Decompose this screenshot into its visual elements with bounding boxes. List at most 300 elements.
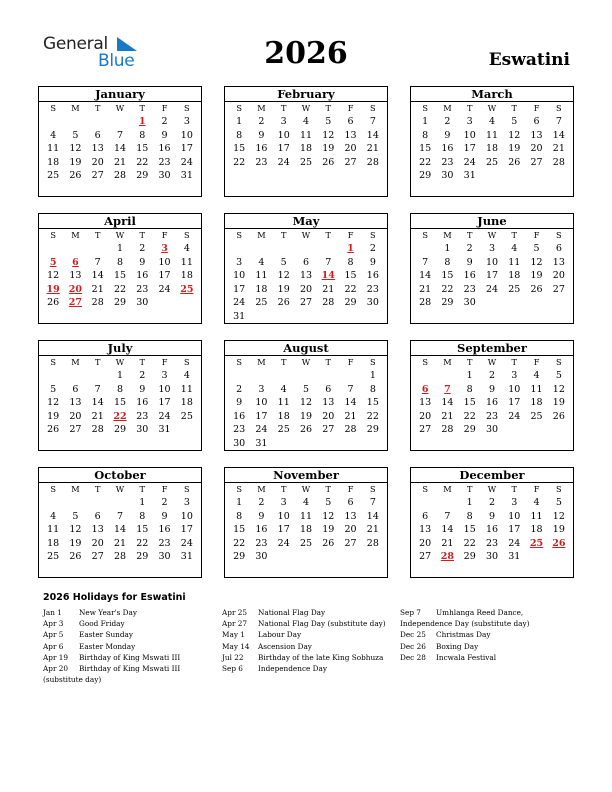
day-cell: 22	[136, 156, 149, 168]
day-cell: 20	[299, 283, 313, 295]
day-cell: 2	[258, 116, 265, 127]
day-cell: 9	[139, 383, 146, 395]
holiday-item	[222, 629, 397, 640]
holiday-name: Birthday of King Mswati III	[79, 652, 181, 662]
day-cell: 16	[463, 270, 476, 282]
weekday-header: W	[115, 357, 125, 367]
empty-cell	[295, 369, 317, 383]
weekday-header: M	[443, 103, 452, 113]
weekday-header: W	[487, 357, 497, 367]
day-cell: 18	[485, 143, 499, 155]
day-cell: 20	[344, 143, 357, 155]
weekday-header: M	[71, 230, 80, 240]
holiday-date: 1	[138, 116, 146, 127]
day-cell: 12	[530, 256, 543, 268]
day-cell: 14	[552, 129, 565, 141]
weekday-header: S	[236, 484, 242, 494]
holiday-date-label: Jan 1	[43, 608, 62, 617]
day-cell: 11	[299, 129, 313, 141]
day-cell: 2	[139, 243, 146, 254]
day-cell: 8	[116, 383, 124, 395]
day-cell: 27	[344, 156, 357, 168]
day-cell: 10	[508, 383, 521, 395]
month-name: November	[225, 468, 387, 483]
empty-cell	[436, 369, 458, 383]
day-cell: 4	[258, 256, 265, 268]
day-cell: 19	[277, 283, 290, 295]
holiday-item	[400, 607, 575, 629]
day-cell: 12	[69, 524, 82, 536]
holiday-item	[400, 629, 575, 640]
day-cell: 11	[530, 383, 543, 395]
day-cell: 27	[419, 424, 432, 436]
day-cell: 16	[233, 410, 246, 422]
month-name: October	[39, 468, 201, 483]
day-cell: 6	[347, 497, 354, 508]
weekday-header: S	[184, 103, 190, 113]
day-cell: 8	[369, 383, 376, 395]
day-cell: 31	[233, 310, 246, 322]
day-cell: 9	[488, 383, 496, 395]
day-cell: 7	[94, 383, 101, 395]
day-cell: 23	[463, 283, 476, 295]
day-cell: 2	[139, 370, 146, 381]
holiday-item	[43, 641, 218, 652]
day-cell: 23	[485, 537, 499, 549]
day-cell: 18	[299, 524, 313, 536]
day-cell: 28	[344, 424, 357, 436]
day-cell: 29	[419, 170, 432, 182]
holiday-item	[400, 652, 575, 663]
holiday-name: Boxing Day	[436, 641, 479, 651]
day-cell: 1	[116, 370, 124, 381]
day-cell: 12	[322, 129, 335, 141]
day-cell: 13	[69, 270, 82, 282]
weekday-header: M	[257, 357, 266, 367]
day-cell: 5	[302, 383, 310, 395]
day-cell: 3	[183, 116, 190, 127]
day-cell: 17	[158, 397, 171, 409]
holiday-name: Birthday of the late King Sobhuza	[258, 652, 384, 662]
day-cell: 31	[508, 551, 521, 563]
empty-cell	[273, 242, 295, 256]
day-cell: 2	[161, 116, 168, 127]
weekday-header: T	[280, 357, 287, 367]
day-cell: 17	[277, 524, 290, 536]
day-cell: 1	[466, 370, 473, 381]
day-cell: 15	[344, 270, 357, 282]
empty-cell	[414, 369, 436, 383]
day-cell: 19	[552, 524, 565, 536]
month-name: January	[39, 87, 201, 102]
weekday-header: S	[370, 484, 376, 494]
holiday-date: 22	[113, 410, 127, 422]
day-cell: 23	[233, 424, 246, 436]
holiday-date: 20	[68, 283, 83, 295]
day-cell: 31	[180, 551, 193, 563]
day-cell: 3	[488, 243, 496, 254]
day-cell: 5	[72, 510, 79, 522]
weekday-header: W	[115, 484, 125, 494]
day-cell: 23	[485, 410, 499, 422]
day-cell: 8	[139, 129, 146, 141]
day-cell: 12	[322, 510, 335, 522]
day-cell: 25	[530, 410, 543, 422]
day-cell: 30	[366, 297, 379, 309]
day-cell: 2	[444, 116, 451, 127]
day-cell: 1	[139, 497, 146, 508]
day-cell: 12	[47, 270, 60, 282]
weekday-header: S	[184, 357, 190, 367]
day-cell: 2	[236, 383, 243, 395]
day-cell: 1	[466, 497, 473, 508]
empty-cell	[64, 242, 86, 256]
day-cell: 10	[180, 510, 193, 522]
day-cell: 4	[183, 370, 190, 381]
day-cell: 15	[463, 524, 476, 536]
day-cell: 29	[233, 551, 246, 563]
day-cell: 26	[47, 297, 60, 309]
day-cell: 8	[236, 510, 243, 522]
day-cell: 11	[255, 270, 268, 282]
day-cell: 9	[488, 510, 496, 522]
weekday-header: F	[533, 357, 540, 367]
month-march	[410, 86, 574, 197]
day-cell: 10	[508, 510, 521, 522]
weekday-header: S	[184, 230, 190, 240]
holiday-name: Ascension Day	[258, 641, 312, 651]
day-cell: 3	[236, 256, 243, 268]
weekday-header: S	[422, 484, 428, 494]
day-cell: 19	[322, 143, 335, 155]
weekday-header: F	[161, 484, 168, 494]
day-cell: 24	[508, 410, 521, 422]
holiday-name: Easter Sunday	[79, 630, 134, 640]
month-name: July	[39, 341, 201, 356]
day-cell: 17	[277, 143, 290, 155]
empty-cell	[436, 496, 458, 510]
day-cell: 14	[441, 524, 454, 536]
day-cell: 15	[463, 397, 476, 409]
month-days	[39, 102, 201, 183]
day-cell: 29	[441, 297, 454, 309]
holiday-name: National Flag Day (substitute day)	[258, 619, 386, 629]
day-cell: 24	[508, 537, 521, 549]
day-cell: 12	[47, 397, 60, 409]
weekday-header: S	[50, 103, 56, 113]
day-cell: 11	[180, 256, 193, 268]
weekday-header: F	[347, 230, 354, 240]
day-cell: 23	[255, 156, 268, 168]
empty-cell	[414, 242, 436, 256]
day-cell: 30	[233, 437, 246, 449]
holiday-item	[222, 652, 397, 663]
day-cell: 5	[555, 370, 562, 381]
holiday-name: National Flag Day	[258, 608, 326, 617]
day-cell: 18	[255, 283, 268, 295]
holiday-date: 6	[72, 256, 79, 268]
day-cell: 13	[91, 143, 104, 155]
day-cell: 10	[158, 256, 171, 268]
day-cell: 13	[322, 397, 335, 409]
day-cell: 4	[533, 497, 540, 508]
day-cell: 7	[369, 497, 376, 508]
holiday-date-label: May 14	[222, 641, 250, 651]
day-cell: 7	[347, 383, 354, 395]
day-cell: 4	[302, 497, 310, 508]
day-cell: 5	[555, 497, 562, 508]
day-cell: 17	[508, 397, 521, 409]
day-cell: 5	[511, 116, 518, 127]
day-cell: 21	[91, 410, 104, 422]
weekday-header: M	[257, 230, 266, 240]
day-cell: 3	[183, 497, 190, 508]
day-cell: 13	[419, 397, 432, 409]
day-cell: 28	[91, 297, 104, 309]
day-cell: 17	[180, 524, 193, 536]
weekday-header: W	[301, 357, 311, 367]
day-cell: 12	[277, 270, 290, 282]
holiday-date: 5	[49, 256, 57, 268]
holiday-column	[400, 607, 575, 663]
day-cell: 7	[116, 129, 124, 141]
day-cell: 14	[366, 129, 379, 141]
day-cell: 30	[136, 424, 149, 436]
day-cell: 18	[180, 270, 193, 282]
day-cell: 16	[441, 143, 454, 155]
day-cell: 19	[69, 156, 82, 168]
day-cell: 24	[255, 424, 268, 436]
weekday-header: M	[71, 357, 80, 367]
weekday-header: W	[487, 103, 497, 113]
weekday-header: S	[370, 357, 376, 367]
day-cell: 25	[277, 424, 290, 436]
month-days	[225, 483, 387, 564]
day-cell: 16	[255, 143, 268, 155]
day-cell: 9	[236, 397, 243, 409]
weekday-header: T	[280, 103, 287, 113]
day-cell: 26	[47, 424, 60, 436]
day-cell: 28	[552, 156, 565, 168]
logo-blue-text: Blue	[98, 51, 135, 71]
holiday-date-label: Dec 25	[400, 630, 426, 640]
day-cell: 23	[136, 410, 149, 422]
day-cell: 16	[136, 397, 149, 409]
holiday-name: Independence Day	[258, 664, 327, 674]
day-cell: 15	[113, 270, 127, 282]
day-cell: 16	[158, 524, 171, 536]
day-cell: 28	[113, 170, 127, 182]
day-cell: 14	[419, 270, 432, 282]
day-cell: 22	[233, 537, 246, 549]
day-cell: 29	[113, 297, 127, 309]
day-cell: 19	[299, 410, 313, 422]
empty-cell	[42, 242, 64, 256]
day-cell: 27	[322, 424, 335, 436]
weekday-header: T	[466, 484, 473, 494]
day-cell: 2	[161, 497, 168, 508]
day-cell: 18	[180, 397, 193, 409]
day-cell: 11	[277, 397, 290, 409]
holiday-item	[43, 663, 218, 685]
day-cell: 21	[113, 537, 127, 549]
holidays-title: 2026 Holidays for Eswatini	[43, 592, 186, 603]
month-october	[38, 467, 202, 578]
day-cell: 11	[530, 510, 543, 522]
day-cell: 25	[485, 156, 499, 168]
holiday-date: 7	[444, 383, 451, 395]
weekday-header: M	[71, 103, 80, 113]
holiday-date: 3	[161, 243, 168, 254]
day-cell: 3	[280, 497, 287, 508]
weekday-header: T	[139, 357, 146, 367]
day-cell: 11	[47, 143, 60, 155]
day-cell: 21	[113, 156, 127, 168]
weekday-header: T	[325, 230, 332, 240]
day-cell: 19	[530, 270, 543, 282]
day-cell: 26	[322, 537, 335, 549]
day-cell: 20	[69, 410, 82, 422]
day-cell: 26	[299, 424, 313, 436]
weekday-header: F	[347, 357, 354, 367]
month-days	[39, 483, 201, 564]
day-cell: 28	[113, 551, 127, 563]
holiday-date-label: Apr 25	[222, 608, 248, 617]
weekday-header: S	[50, 357, 56, 367]
weekday-header: S	[370, 230, 376, 240]
weekday-header: W	[301, 230, 311, 240]
day-cell: 30	[463, 297, 476, 309]
holiday-name: New Year's Day	[79, 608, 138, 617]
holiday-item	[43, 607, 218, 618]
empty-cell	[250, 242, 272, 256]
day-cell: 14	[91, 397, 104, 409]
day-cell: 22	[441, 283, 454, 295]
weekday-header: M	[443, 230, 452, 240]
day-cell: 6	[94, 129, 101, 141]
weekday-header: T	[511, 357, 518, 367]
day-cell: 28	[419, 297, 432, 309]
month-name: February	[225, 87, 387, 102]
day-cell: 13	[530, 129, 543, 141]
month-days	[411, 356, 573, 437]
day-cell: 20	[419, 410, 432, 422]
day-cell: 9	[258, 129, 265, 141]
day-cell: 6	[347, 116, 354, 127]
day-cell: 9	[139, 256, 146, 268]
day-cell: 6	[533, 116, 540, 127]
logo-general-text: General	[43, 34, 108, 54]
day-cell: 27	[552, 283, 565, 295]
day-cell: 21	[552, 143, 565, 155]
day-cell: 8	[236, 129, 243, 141]
day-cell: 4	[183, 243, 190, 254]
weekday-header: T	[466, 103, 473, 113]
day-cell: 17	[508, 524, 521, 536]
day-cell: 31	[463, 170, 476, 182]
day-cell: 29	[463, 551, 476, 563]
day-cell: 28	[441, 424, 454, 436]
day-cell: 15	[233, 143, 246, 155]
holiday-date: 1	[347, 243, 354, 254]
day-cell: 16	[255, 524, 268, 536]
weekday-header: W	[487, 484, 497, 494]
empty-cell	[42, 369, 64, 383]
day-cell: 12	[69, 143, 82, 155]
day-cell: 15	[113, 397, 127, 409]
day-cell: 2	[258, 497, 265, 508]
empty-cell	[228, 369, 250, 383]
weekday-header: S	[370, 103, 376, 113]
holiday-date-label: Dec 26	[400, 641, 426, 651]
weekday-header: T	[466, 230, 473, 240]
day-cell: 22	[419, 156, 432, 168]
day-cell: 18	[277, 410, 290, 422]
day-cell: 23	[158, 537, 171, 549]
day-cell: 20	[552, 270, 565, 282]
holiday-date-label: Sep 7	[400, 608, 421, 617]
month-name: May	[225, 214, 387, 229]
weekday-header: S	[236, 103, 242, 113]
month-november	[224, 467, 388, 578]
holiday-date: 19	[46, 283, 60, 295]
weekday-header: T	[511, 484, 518, 494]
holiday-name: Christmas Day	[436, 630, 491, 640]
day-cell: 7	[555, 116, 562, 127]
day-cell: 30	[485, 424, 499, 436]
day-cell: 28	[322, 297, 335, 309]
day-cell: 16	[366, 270, 379, 282]
day-cell: 11	[485, 129, 499, 141]
day-cell: 2	[466, 243, 473, 254]
day-cell: 29	[136, 551, 149, 563]
day-cell: 27	[299, 297, 313, 309]
day-cell: 25	[47, 551, 60, 563]
day-cell: 29	[344, 297, 357, 309]
day-cell: 3	[280, 116, 287, 127]
day-cell: 19	[322, 524, 335, 536]
day-cell: 26	[322, 156, 335, 168]
day-cell: 25	[47, 170, 60, 182]
day-cell: 15	[441, 270, 454, 282]
weekday-header: S	[422, 103, 428, 113]
day-cell: 8	[347, 256, 354, 268]
day-cell: 5	[325, 497, 332, 508]
empty-cell	[64, 369, 86, 383]
month-days	[225, 102, 387, 169]
weekday-header: S	[422, 357, 428, 367]
day-cell: 13	[299, 270, 313, 282]
holiday-date: 27	[68, 297, 83, 309]
day-cell: 18	[299, 143, 313, 155]
weekday-header: S	[236, 230, 242, 240]
day-cell: 23	[158, 156, 171, 168]
month-august	[224, 340, 388, 451]
empty-cell	[87, 496, 109, 510]
weekday-header: S	[184, 484, 190, 494]
day-cell: 18	[508, 270, 521, 282]
day-cell: 14	[344, 397, 357, 409]
holiday-date-label: Sep 6	[222, 664, 243, 674]
day-cell: 1	[116, 243, 124, 254]
day-cell: 4	[50, 510, 57, 522]
day-cell: 6	[94, 510, 101, 522]
weekday-header: F	[533, 103, 540, 113]
month-may	[224, 213, 388, 324]
month-january	[38, 86, 202, 197]
holiday-date-label: Jul 22	[222, 652, 244, 662]
day-cell: 9	[258, 510, 265, 522]
